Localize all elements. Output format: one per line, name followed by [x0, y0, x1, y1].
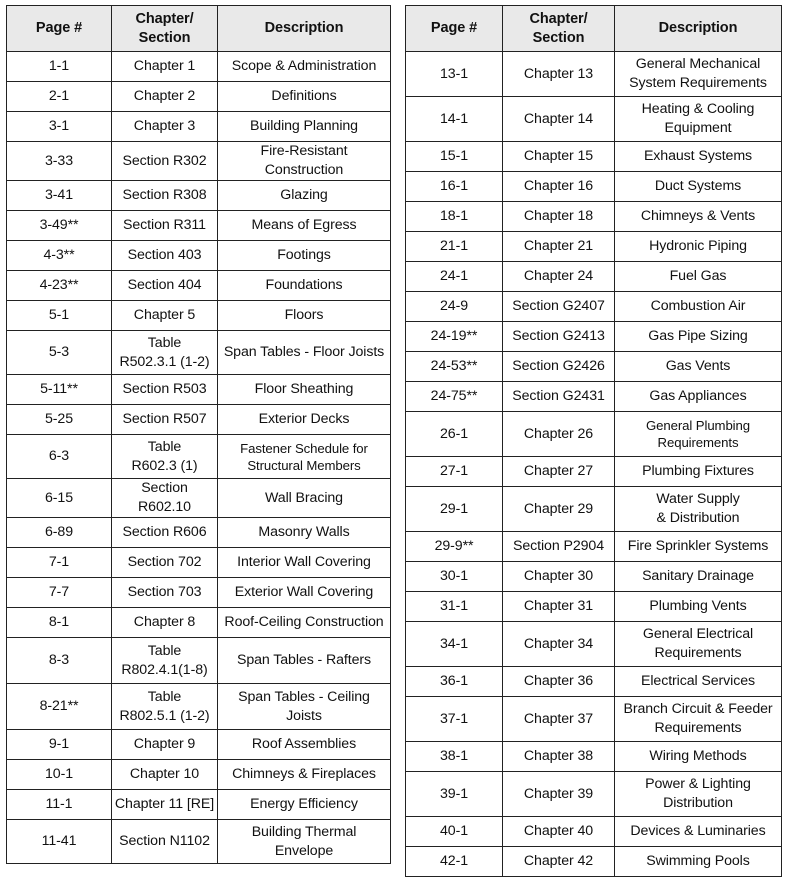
table-row: [7, 82, 391, 112]
page-cell: 27-1: [406, 457, 503, 487]
table-row: [7, 181, 391, 211]
chapter-section-cell: Chapter 2: [112, 82, 218, 112]
description-cell: Gas Vents: [615, 352, 782, 382]
chapter-section-cell: Section R503: [112, 375, 218, 405]
chapter-section-cell: Chapter 24: [503, 262, 615, 292]
page-cell: 31-1: [406, 592, 503, 622]
description-cell: Gas Appliances: [615, 382, 782, 412]
description-cell: Plumbing Vents: [615, 592, 782, 622]
table-row: [7, 608, 391, 638]
description-cell: Exhaust Systems: [615, 142, 782, 172]
table-row: [406, 817, 782, 847]
table-row: [7, 730, 391, 760]
description-cell: Energy Efficiency: [218, 790, 391, 820]
header-description: Description: [615, 6, 782, 52]
page-cell: 10-1: [7, 760, 112, 790]
description-cell: Building Thermal Envelope: [218, 820, 391, 864]
description-cell: General Plumbing Requirements: [615, 412, 782, 457]
page-cell: 21-1: [406, 232, 503, 262]
page-cell: 29-1: [406, 487, 503, 532]
page-cell: 18-1: [406, 202, 503, 232]
chapter-section-cell: Table R602.3 (1): [112, 435, 218, 479]
table-row: [406, 742, 782, 772]
page-cell: 29-9**: [406, 532, 503, 562]
table-row: [7, 548, 391, 578]
description-cell: General Mechanical System Requirements: [615, 52, 782, 97]
page-cell: 24-53**: [406, 352, 503, 382]
table-row: [406, 52, 782, 97]
page-cell: 15-1: [406, 142, 503, 172]
chapter-section-cell: Section N1102: [112, 820, 218, 864]
description-cell: General Electrical Requirements: [615, 622, 782, 667]
chapter-section-cell: Table R802.5.1 (1-2): [112, 684, 218, 730]
page-cell: 37-1: [406, 697, 503, 742]
right-table-body: [406, 52, 782, 877]
page-cell: 16-1: [406, 172, 503, 202]
chapter-section-cell: Section G2426: [503, 352, 615, 382]
page-cell: 40-1: [406, 817, 503, 847]
table-row: [7, 760, 391, 790]
chapter-section-cell: Section G2407: [503, 292, 615, 322]
table-row: [7, 211, 391, 241]
chapter-section-cell: Section G2413: [503, 322, 615, 352]
table-row: [406, 667, 782, 697]
description-cell: Fuel Gas: [615, 262, 782, 292]
description-cell: Heating & Cooling Equipment: [615, 97, 782, 142]
table-row: [406, 262, 782, 292]
description-cell: Masonry Walls: [218, 518, 391, 548]
page-cell: 11-41: [7, 820, 112, 864]
page-cell: 3-1: [7, 112, 112, 142]
page-cell: 4-23**: [7, 271, 112, 301]
chapter-section-cell: Chapter 40: [503, 817, 615, 847]
table-row: [7, 518, 391, 548]
description-cell: Duct Systems: [615, 172, 782, 202]
description-cell: Fire-Resistant Construction: [218, 142, 391, 181]
page-cell: 7-1: [7, 548, 112, 578]
chapter-section-cell: Section R606: [112, 518, 218, 548]
table-row: [406, 592, 782, 622]
table-row: [406, 697, 782, 742]
chapter-section-cell: Chapter 11 [RE]: [112, 790, 218, 820]
page-cell: 1-1: [7, 52, 112, 82]
page-cell: 4-3**: [7, 241, 112, 271]
description-cell: Swimming Pools: [615, 847, 782, 877]
chapter-section-cell: Section R602.10: [112, 479, 218, 518]
description-cell: Footings: [218, 241, 391, 271]
page-cell: 5-25: [7, 405, 112, 435]
chapter-section-cell: Chapter 21: [503, 232, 615, 262]
table-row: [406, 232, 782, 262]
chapter-section-cell: Chapter 18: [503, 202, 615, 232]
table-row: [7, 241, 391, 271]
description-cell: Chimneys & Fireplaces: [218, 760, 391, 790]
description-cell: Chimneys & Vents: [615, 202, 782, 232]
table-row: [406, 142, 782, 172]
description-cell: Electrical Services: [615, 667, 782, 697]
chapter-section-cell: Section 403: [112, 241, 218, 271]
header-chapter-section: Chapter/ Section: [112, 6, 218, 52]
chapter-section-cell: Section R311: [112, 211, 218, 241]
page-cell: 34-1: [406, 622, 503, 667]
header-page: Page #: [7, 6, 112, 52]
page-cell: 24-9: [406, 292, 503, 322]
table-row: [406, 292, 782, 322]
table-row: [406, 622, 782, 667]
page-cell: 36-1: [406, 667, 503, 697]
page-cell: 24-19**: [406, 322, 503, 352]
chapter-section-cell: Chapter 8: [112, 608, 218, 638]
left-table-body: [7, 52, 391, 864]
chapter-section-cell: Section R302: [112, 142, 218, 181]
description-cell: Definitions: [218, 82, 391, 112]
chapter-section-cell: Chapter 10: [112, 760, 218, 790]
table-row: [7, 435, 391, 479]
chapter-section-cell: Chapter 16: [503, 172, 615, 202]
description-cell: Combustion Air: [615, 292, 782, 322]
chapter-section-cell: Chapter 27: [503, 457, 615, 487]
page-cell: 3-49**: [7, 211, 112, 241]
page-cell: 30-1: [406, 562, 503, 592]
table-row: [7, 578, 391, 608]
table-row: [406, 532, 782, 562]
description-cell: Glazing: [218, 181, 391, 211]
chapter-section-cell: Chapter 39: [503, 772, 615, 817]
chapter-section-cell: Chapter 42: [503, 847, 615, 877]
table-row: [7, 405, 391, 435]
description-cell: Wiring Methods: [615, 742, 782, 772]
table-row: [406, 457, 782, 487]
description-cell: Span Tables - Ceiling Joists: [218, 684, 391, 730]
page-cell: 7-7: [7, 578, 112, 608]
table-row: [406, 97, 782, 142]
table-row: [406, 562, 782, 592]
table-row: [406, 322, 782, 352]
table-row: [7, 820, 391, 864]
table-row: [406, 172, 782, 202]
description-cell: Floor Sheathing: [218, 375, 391, 405]
table-row: [406, 847, 782, 877]
page-cell: 3-33: [7, 142, 112, 181]
page-cell: 14-1: [406, 97, 503, 142]
description-cell: Gas Pipe Sizing: [615, 322, 782, 352]
description-cell: Wall Bracing: [218, 479, 391, 518]
chapter-section-cell: Section P2904: [503, 532, 615, 562]
page-cell: 13-1: [406, 52, 503, 97]
table-row: [406, 412, 782, 457]
chapter-section-cell: Chapter 3: [112, 112, 218, 142]
table-row: [7, 271, 391, 301]
table-row: [406, 202, 782, 232]
page-cell: 2-1: [7, 82, 112, 112]
page-cell: 39-1: [406, 772, 503, 817]
description-cell: Branch Circuit & Feeder Requirements: [615, 697, 782, 742]
header-chapter-section: Chapter/ Section: [503, 6, 615, 52]
chapter-section-cell: Chapter 13: [503, 52, 615, 97]
table-row: [7, 375, 391, 405]
page-cell: 9-1: [7, 730, 112, 760]
chapter-section-cell: Chapter 9: [112, 730, 218, 760]
chapter-section-cell: Chapter 29: [503, 487, 615, 532]
chapter-section-cell: Section R507: [112, 405, 218, 435]
page-cell: 38-1: [406, 742, 503, 772]
header-row: [7, 6, 391, 52]
page-cell: 6-3: [7, 435, 112, 479]
description-cell: Means of Egress: [218, 211, 391, 241]
description-cell: Plumbing Fixtures: [615, 457, 782, 487]
table-row: [7, 479, 391, 518]
page-cell: 5-11**: [7, 375, 112, 405]
page-cell: 42-1: [406, 847, 503, 877]
table-row: [7, 638, 391, 684]
chapter-section-cell: Chapter 5: [112, 301, 218, 331]
page-cell: 6-89: [7, 518, 112, 548]
page-cell: 24-1: [406, 262, 503, 292]
description-cell: Roof-Ceiling Construction: [218, 608, 391, 638]
description-cell: Foundations: [218, 271, 391, 301]
chapter-section-cell: Section G2431: [503, 382, 615, 412]
description-cell: Water Supply & Distribution: [615, 487, 782, 532]
chapter-section-cell: Chapter 26: [503, 412, 615, 457]
table-row: [406, 382, 782, 412]
page-cell: 5-1: [7, 301, 112, 331]
description-cell: Exterior Decks: [218, 405, 391, 435]
page-cell: 3-41: [7, 181, 112, 211]
description-cell: Devices & Luminaries: [615, 817, 782, 847]
chapter-section-cell: Chapter 30: [503, 562, 615, 592]
table-row: [7, 112, 391, 142]
table-row: [7, 684, 391, 730]
description-cell: Building Planning: [218, 112, 391, 142]
description-cell: Scope & Administration: [218, 52, 391, 82]
page-cell: 5-3: [7, 331, 112, 375]
table-row: [406, 352, 782, 382]
chapter-section-cell: Chapter 15: [503, 142, 615, 172]
description-cell: Fastener Schedule for Structural Members: [218, 435, 391, 479]
page-cell: 6-15: [7, 479, 112, 518]
description-cell: Span Tables - Rafters: [218, 638, 391, 684]
table-row: [7, 52, 391, 82]
description-cell: Power & Lighting Distribution: [615, 772, 782, 817]
description-cell: Span Tables - Floor Joists: [218, 331, 391, 375]
left-reference-table: [6, 5, 391, 864]
right-reference-table: [405, 5, 782, 877]
chapter-section-cell: Section 404: [112, 271, 218, 301]
page-cell: 8-3: [7, 638, 112, 684]
chapter-section-cell: Table R802.4.1(1-8): [112, 638, 218, 684]
description-cell: Roof Assemblies: [218, 730, 391, 760]
description-cell: Hydronic Piping: [615, 232, 782, 262]
chapter-section-cell: Chapter 34: [503, 622, 615, 667]
header-description: Description: [218, 6, 391, 52]
page-cell: 8-21**: [7, 684, 112, 730]
page-cell: 24-75**: [406, 382, 503, 412]
chapter-section-cell: Chapter 31: [503, 592, 615, 622]
description-cell: Fire Sprinkler Systems: [615, 532, 782, 562]
chapter-section-cell: Chapter 1: [112, 52, 218, 82]
description-cell: Exterior Wall Covering: [218, 578, 391, 608]
page-cell: 11-1: [7, 790, 112, 820]
chapter-section-cell: Section R308: [112, 181, 218, 211]
table-row: [406, 487, 782, 532]
chapter-section-cell: Section 702: [112, 548, 218, 578]
table-row: [7, 790, 391, 820]
page-cell: 8-1: [7, 608, 112, 638]
chapter-section-cell: Chapter 38: [503, 742, 615, 772]
description-cell: Interior Wall Covering: [218, 548, 391, 578]
table-row: [7, 142, 391, 181]
table-row: [7, 331, 391, 375]
chapter-section-cell: Chapter 37: [503, 697, 615, 742]
description-cell: Floors: [218, 301, 391, 331]
chapter-section-cell: Section 703: [112, 578, 218, 608]
chapter-section-cell: Table R502.3.1 (1-2): [112, 331, 218, 375]
chapter-section-cell: Chapter 36: [503, 667, 615, 697]
table-row: [7, 301, 391, 331]
chapter-section-cell: Chapter 14: [503, 97, 615, 142]
description-cell: Sanitary Drainage: [615, 562, 782, 592]
header-row: [406, 6, 782, 52]
page-cell: 26-1: [406, 412, 503, 457]
header-page: Page #: [406, 6, 503, 52]
table-row: [406, 772, 782, 817]
